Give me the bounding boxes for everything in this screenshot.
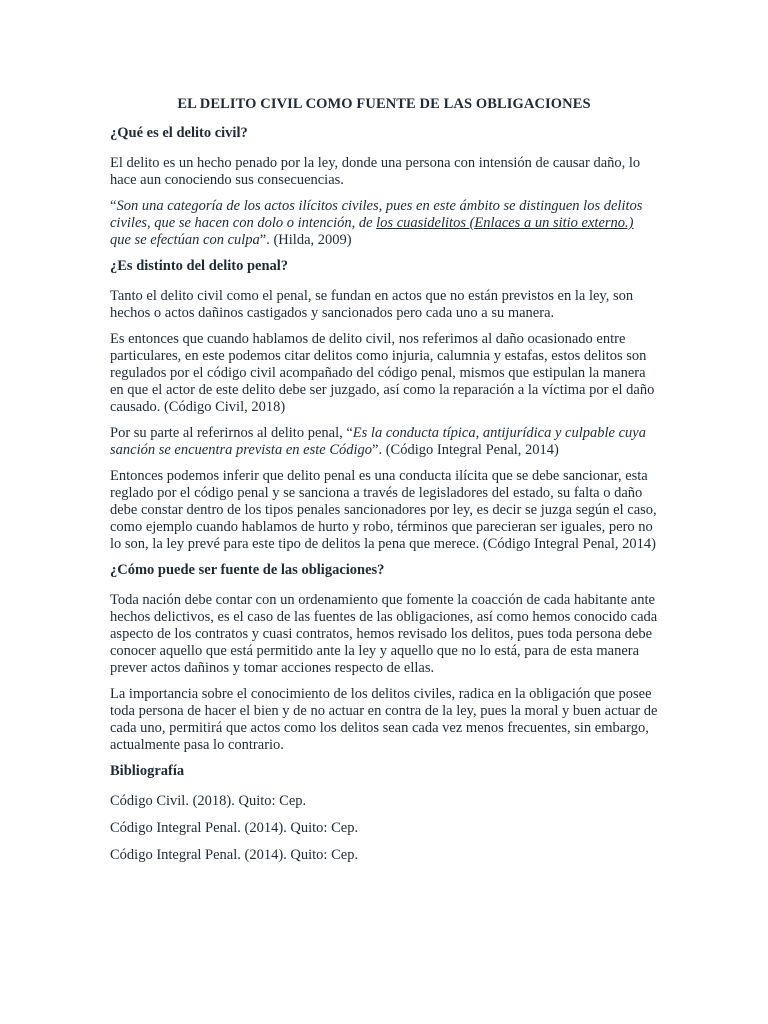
paragraph-penal-inference: Entonces podemos inferir que delito penal es una conducta ilícita que se debe sancionar, esta reglado por el código penal y se sanciona a través de legisladores del estado, su falta o daño debe constar dentro de los tipos penales sancionadores por ley, es decir se juzga según el caso, como ejemplo cuando hablamos de hurto y robo, términos que parecieran ser iguales, pero no lo son, la ley prevé para este tipo de delitos la pena que merece. (Código Integral Penal, 2014) [110, 468, 657, 552]
paragraph-importance: La importancia sobre el conocimiento de los delitos civiles, radica en la obligación que posee toda persona de hacer el bien y de no actuar en contra de la ley, pues la moral y buen actuar de cada uno, permitirá que actos como los delitos sean cada vez menos frecuentes, sin embargo, actualmente pasa lo contrario. [110, 686, 658, 753]
quote-citation: ”. (Hilda, 2009) [259, 232, 352, 248]
penal-lead: Por su parte al referirnos al delito penal, “ [110, 425, 353, 441]
cuasidelitos-link[interactable]: los cuasidelitos (Enlaces a un sitio externo.) [376, 215, 634, 231]
paragraph-nation: Toda nación debe contar con un ordenamiento que fomente la coacción de cada habitante ante hechos delictivos, es el caso de las fuentes de las obligaciones, así como hemos conocido cada aspecto de los contratos y cuasi contratos, hemos revisado los delitos, pues toda persona debe conocer aquello que está permitido ante la ley y aquello que no lo está, para de esta manera prever actos dañinos y tomar acciones respecto de ellas. [110, 592, 658, 676]
document-title: EL DELITO CIVIL COMO FUENTE DE LAS OBLIGACIONES [177, 96, 591, 112]
paragraph-civil-vs-penal: Tanto el delito civil como el penal, se fundan en actos que no están previstos en la ley, son hechos o actos dañinos castigados y sancionados pero cada uno a su manera. [110, 288, 634, 321]
section-heading-distinct: ¿Es distinto del delito penal? [110, 258, 289, 274]
paragraph-civil-crime: Es entonces que cuando hablamos de delito civil, nos referimos al daño ocasionado entre particulares, en este podemos citar delitos como injuria, calumnia y estafas, estos delitos son regulados por el código civil acompañado del código penal, mismos que estipulan la manera en que el actor de este delito debe ser juzgado, así como la reparación a la víctima por el daño causado. (Código Civil, 2018) [110, 331, 655, 415]
bibliography-entry: Código Integral Penal. (2014). Quito: Cep. [110, 847, 359, 863]
paragraph-quote-hilda [110, 198, 658, 249]
quote-italic-a: Son una categoría de los actos ilícitos civiles, pues en este ámbito se distinguen los delitos civiles, que se hacen con dolo o intención, de [110, 198, 643, 231]
quote-italic-b: que se efectúan con culpa [110, 232, 260, 248]
paragraph-penal-quote [110, 425, 658, 459]
bibliography-entry: Código Civil. (2018). Quito: Cep. [110, 793, 307, 809]
bibliography-entry: Código Integral Penal. (2014). Quito: Cep. [110, 820, 359, 836]
penal-italic: Es la conducta típica, antijurídica y culpable cuya sanción se encuentra prevista en este Código [110, 425, 646, 458]
section-heading-source: ¿Cómo puede ser fuente de las obligaciones? [110, 562, 385, 578]
document-page [110, 96, 658, 874]
section-heading-what-is: ¿Qué es el delito civil? [110, 125, 248, 141]
quote-open: “ [110, 198, 117, 214]
penal-citation: ”. (Código Integral Penal, 2014) [372, 442, 559, 458]
paragraph-definition: El delito es un hecho penado por la ley, donde una persona con intensión de causar daño, lo hace aun conociendo sus consecuencias. [110, 155, 641, 188]
section-heading-bibliography: Bibliografía [110, 763, 185, 779]
